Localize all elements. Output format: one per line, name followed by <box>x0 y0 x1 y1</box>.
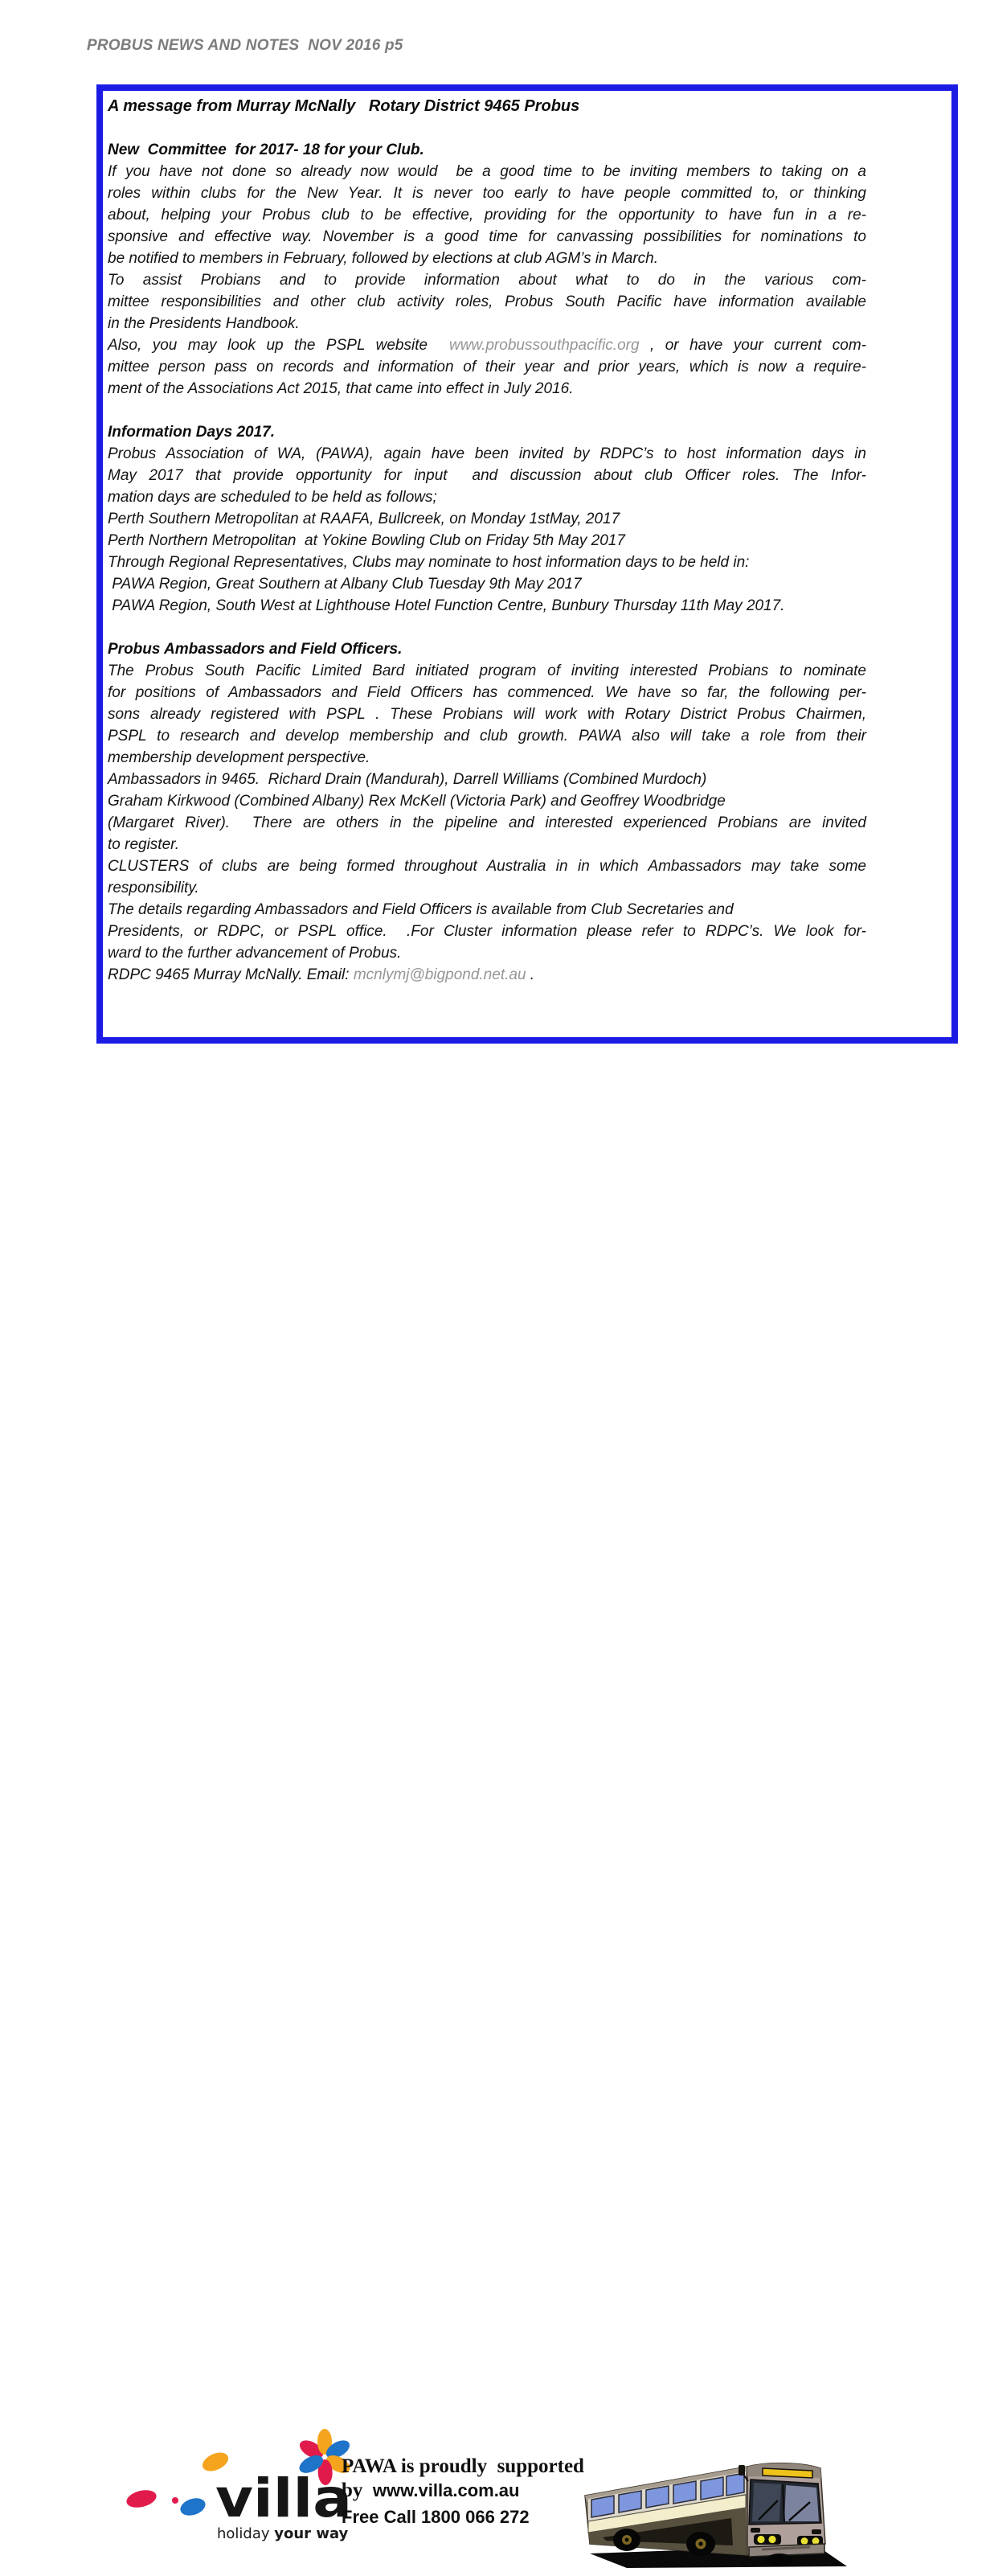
line-segment: May 2017 that provide opportunity for input and discussion about club Officer roles. The Infor- <box>108 467 866 484</box>
line-segment: Also, you may look up the PSPL website <box>108 337 449 354</box>
text-line <box>108 964 866 986</box>
text-line <box>108 921 866 942</box>
text-line <box>108 595 866 617</box>
line-segment: Ambassadors in 9465. Richard Drain (Mandurah), Darrell Williams (Combined Murdoch) <box>108 771 707 788</box>
villa-url[interactable]: www.villa.com.au <box>372 2480 520 2500</box>
message-box <box>96 84 958 1044</box>
line-segment: mittee responsibilities and other club activity roles, Probus South Pacific have information available <box>108 293 866 310</box>
text-line <box>108 248 866 269</box>
text-line <box>108 378 866 400</box>
text-line <box>108 530 866 552</box>
line-segment: to register. <box>108 836 180 853</box>
blank-line <box>108 617 866 638</box>
line-segment: Probus Ambassadors and Field Officers. <box>108 641 403 658</box>
text-line <box>108 573 866 595</box>
line-segment: Perth Northern Metropolitan at Yokine Bowling Club on Friday 5th May 2017 <box>108 532 625 549</box>
support-line-2 <box>342 2479 584 2505</box>
text-line <box>108 334 866 356</box>
line-segment: PAWA Region, Great Southern at Albany Club Tuesday 9th May 2017 <box>108 576 582 593</box>
line-segment: ward to the further advancement of Probus. <box>108 945 402 962</box>
text-line <box>108 183 866 204</box>
text-line <box>108 552 866 573</box>
line-segment: Presidents, or RDPC, or PSPL office. .For Cluster information please refer to RDPC’s. We look for- <box>108 923 866 940</box>
text-line <box>108 508 866 530</box>
section-heading <box>108 421 866 443</box>
villa-petal-red <box>125 2488 178 2511</box>
line-segment: Probus Association of WA, (PAWA), again have been invited by RDPC’s to host information days in <box>108 445 866 462</box>
text-line <box>108 660 866 682</box>
text-line <box>108 725 866 747</box>
line-segment: Information Days 2017. <box>108 424 276 441</box>
support-text <box>342 2454 584 2529</box>
section-heading <box>108 638 866 660</box>
line-segment: roles within clubs for the New Year. It is never too early to have people committed to, or thinking <box>108 185 866 202</box>
line-segment: PSPL to research and develop membership and club growth. PAWA also will take a role from their <box>108 728 866 744</box>
villa-tagline: holiday your way <box>217 2525 349 2542</box>
villa-wordmark: villa <box>215 2467 352 2529</box>
line-segment: sons already registered with PSPL . These Probians will work with Rotary District Probus Chairmen, <box>108 706 866 723</box>
line-segment: New Committee for 2017- 18 for your Club. <box>108 142 424 158</box>
text-line <box>108 899 866 921</box>
villa-petal-blue <box>178 2496 208 2519</box>
text-line <box>108 226 866 248</box>
bus-illustration <box>579 2449 860 2576</box>
line-segment: membership development perspective. <box>108 749 370 766</box>
text-line <box>108 313 866 334</box>
support-phone: Free Call 1800 066 272 <box>342 2507 530 2527</box>
message-box-title: A message from Murray McNally Rotary District 9465 Probus <box>108 97 580 115</box>
line-segment: . <box>526 966 535 983</box>
page-title: PROBUS NEWS AND NOTES NOV 2016 p5 <box>87 37 403 54</box>
box-content <box>108 117 866 986</box>
text-line <box>108 465 866 486</box>
line-segment: about, helping your Probus club to be effective, providing for the opportunity to have fun in a re- <box>108 207 866 224</box>
text-line <box>108 834 866 855</box>
line-segment: CLUSTERS of clubs are being formed throughout Australia in in which Ambassadors may take some <box>108 858 866 875</box>
text-line <box>108 747 866 769</box>
text-line <box>108 356 866 378</box>
text-line <box>108 942 866 964</box>
line-segment: To assist Probians and to provide information about what to do in the various com- <box>108 272 866 289</box>
text-line <box>108 703 866 725</box>
text-line <box>108 161 866 183</box>
line-segment: (Margaret River). There are others in the pipeline and interested experienced Probians are invited <box>108 814 866 831</box>
line-segment: mation days are scheduled to be held as follows; <box>108 489 437 506</box>
line-segment: be notified to members in February, followed by elections at club AGM’s in March. <box>108 250 659 267</box>
villa-logo <box>119 2428 360 2549</box>
text-line <box>108 682 866 703</box>
text-line <box>108 291 866 313</box>
section-heading <box>108 139 866 161</box>
footer <box>0 1206 982 2542</box>
text-line <box>108 790 866 812</box>
text-line <box>108 812 866 834</box>
support-by-label: by <box>342 2480 373 2501</box>
text-line <box>108 855 866 877</box>
text-line <box>108 269 866 291</box>
line-segment: mittee person pass on records and information of their year and prior years, which is now a require- <box>108 359 866 375</box>
line-segment: ment of the Associations Act 2015, that came into effect in July 2016. <box>108 380 574 397</box>
line-segment: If you have not done so already now would be a good time to be inviting members to taking on a <box>108 163 866 180</box>
line-segment: , or have your current com- <box>639 337 866 354</box>
text-line <box>108 204 866 226</box>
hyperlink-text[interactable]: mcnlymj@bigpond.net.au <box>353 966 526 983</box>
line-segment: responsibility. <box>108 880 199 896</box>
line-segment: Through Regional Representatives, Clubs may nominate to host information days to be held in: <box>108 554 750 571</box>
line-segment: RDPC 9465 Murray McNally. Email: <box>108 966 354 983</box>
line-segment: for positions of Ambassadors and Field Officers has commenced. We have so far, the following per- <box>108 684 866 701</box>
line-segment: sponsive and effective way. November is a good time for canvassing possibilities for nominations to <box>108 228 866 245</box>
line-segment: PAWA Region, South West at Lighthouse Hotel Function Centre, Bunbury Thursday 11th May 2017. <box>108 597 785 614</box>
line-segment: in the Presidents Handbook. <box>108 315 300 332</box>
text-line <box>108 486 866 508</box>
line-segment: Graham Kirkwood (Combined Albany) Rex McKell (Victoria Park) and Geoffrey Woodbridge <box>108 793 726 810</box>
hyperlink-text[interactable]: www.probussouthpacific.org <box>448 337 640 354</box>
line-segment: Perth Southern Metropolitan at RAAFA, Bullcreek, on Monday 1stMay, 2017 <box>108 511 620 527</box>
text-line <box>108 769 866 790</box>
support-line-1: PAWA is proudly supported <box>342 2455 584 2477</box>
blank-line <box>108 400 866 421</box>
text-line <box>108 877 866 899</box>
line-segment: The Probus South Pacific Limited Bard initiated program of inviting interested Probians to nominate <box>108 662 866 679</box>
blank-line <box>108 117 866 139</box>
line-segment: The details regarding Ambassadors and Field Officers is available from Club Secretaries and <box>108 901 734 918</box>
text-line <box>108 443 866 465</box>
